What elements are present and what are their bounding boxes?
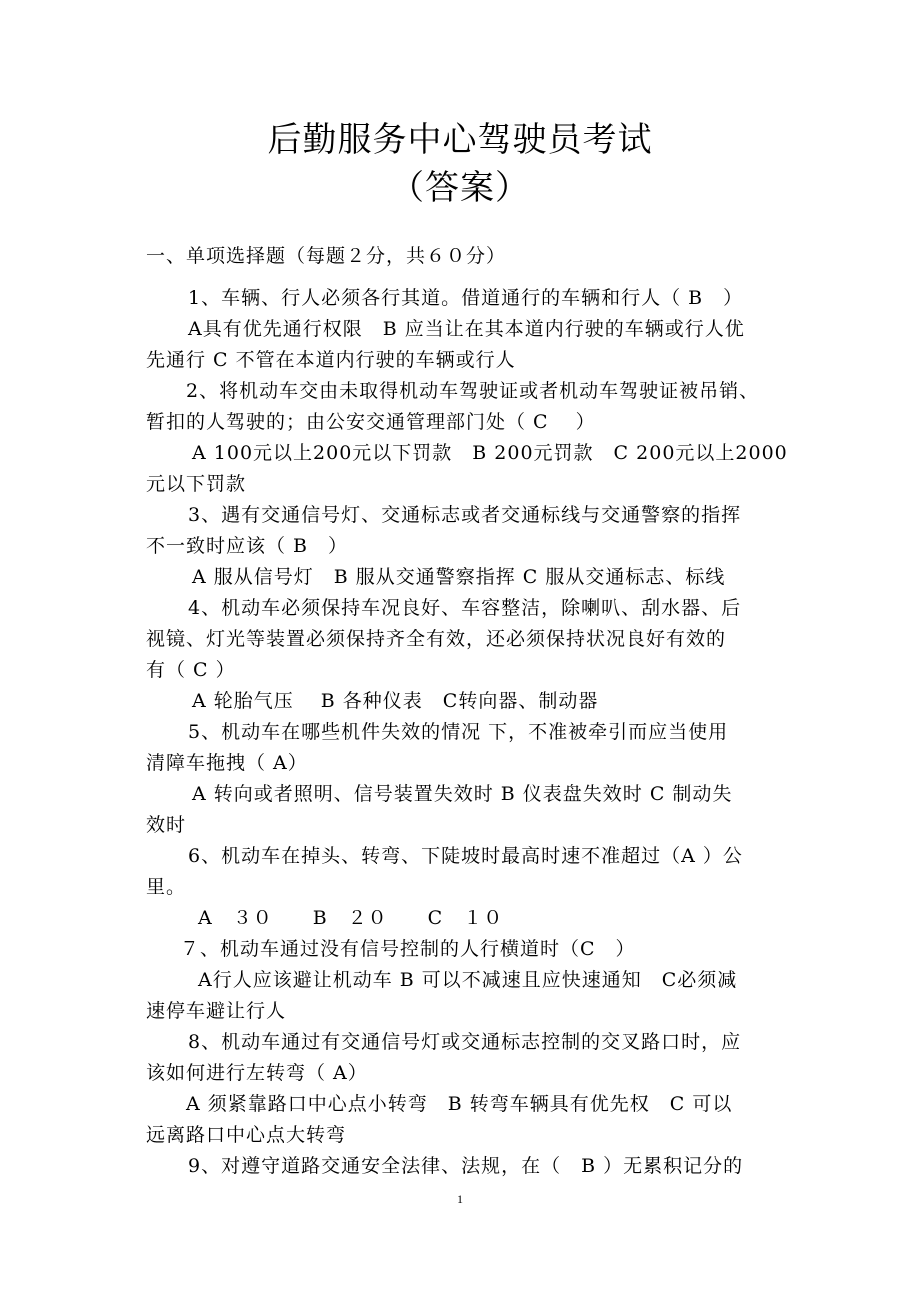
question-line: 有（ C ） bbox=[146, 659, 236, 681]
question-line: 8、机动车通过有交通信号灯或交通标志控制的交叉路口时，应 bbox=[188, 1031, 742, 1053]
question-line: 3、遇有交通信号灯、交通标志或者交通标线与交通警察的指挥 bbox=[188, 504, 742, 526]
question-line: 远离路口中心点大转弯 bbox=[146, 1124, 347, 1146]
question-line: 清障车拖拽（ A） bbox=[146, 752, 308, 774]
question-line: 2、将机动车交由未取得机动车驾驶证或者机动车驾驶证被吊销、 bbox=[186, 380, 760, 402]
question-line: ７、机动车通过没有信号控制的人行横道时（C ） bbox=[180, 938, 636, 960]
question-line: A 100元以上200元以下罚款 B 200元罚款 C 200元以上2000 bbox=[192, 442, 788, 464]
question-line: 1、车辆、行人必须各行其道。借道通行的车辆和行人（ B ） bbox=[188, 287, 744, 309]
document-subtitle: （答案） bbox=[390, 168, 530, 208]
question-line: 里。 bbox=[146, 876, 187, 898]
question-line: A ３０ B ２０ C １０ bbox=[198, 907, 504, 929]
page-number: 1 bbox=[457, 1192, 463, 1206]
question-line: 视镜、灯光等装置必须保持齐全有效，还必须保持状况良好有效的 bbox=[146, 628, 727, 650]
question-line: 5、机动车在哪些机件失效的情况 下，不准被牵引而应当使用 bbox=[188, 721, 729, 743]
section-heading: 一、单项选择题（每题２分，共６０分） bbox=[146, 245, 507, 267]
question-line: 效时 bbox=[146, 814, 187, 836]
document-title: 后勤服务中心驾驶员考试 bbox=[267, 120, 653, 160]
question-line: 元以下罚款 bbox=[146, 473, 247, 495]
question-line: A具有优先通行权限 B 应当让在其本道内行驶的车辆或行人优 bbox=[188, 318, 745, 340]
question-line: 先通行 C 不管在本道内行驶的车辆或行人 bbox=[146, 349, 516, 371]
question-line: 暂扣的人驾驶的；由公安交通管理部门处（ C ） bbox=[146, 411, 596, 433]
question-line: 6、机动车在掉头、转弯、下陡坡时最高时速不准超过（A ）公 bbox=[188, 845, 743, 867]
question-line: A 服从信号灯 B 服从交通警察指挥 C 服从交通标志、标线 bbox=[192, 566, 726, 588]
question-line: A 转向或者照明、信号装置失效时 B 仪表盘失效时 C 制动失 bbox=[192, 783, 733, 805]
question-line: 4、机动车必须保持车况良好、车容整洁，除喇叭、刮水器、后 bbox=[188, 597, 742, 619]
question-line: A行人应该避让机动车 B 可以不减速且应快速通知 C必须减 bbox=[198, 969, 738, 991]
question-line: A 须紧靠路口中心点小转弯 B 转弯车辆具有优先权 C 可以 bbox=[186, 1093, 733, 1115]
question-line: A 轮胎气压 B 各种仪表 C转向器、制动器 bbox=[192, 690, 599, 712]
question-line: 该如何进行左转弯（ A） bbox=[146, 1062, 368, 1084]
question-line: 速停车避让行人 bbox=[146, 1000, 287, 1022]
question-line: 不一致时应该（ B ） bbox=[146, 535, 349, 557]
question-line: 9、对遵守道路交通安全法律、法规，在（ B ）无累积记分的 bbox=[188, 1155, 744, 1177]
